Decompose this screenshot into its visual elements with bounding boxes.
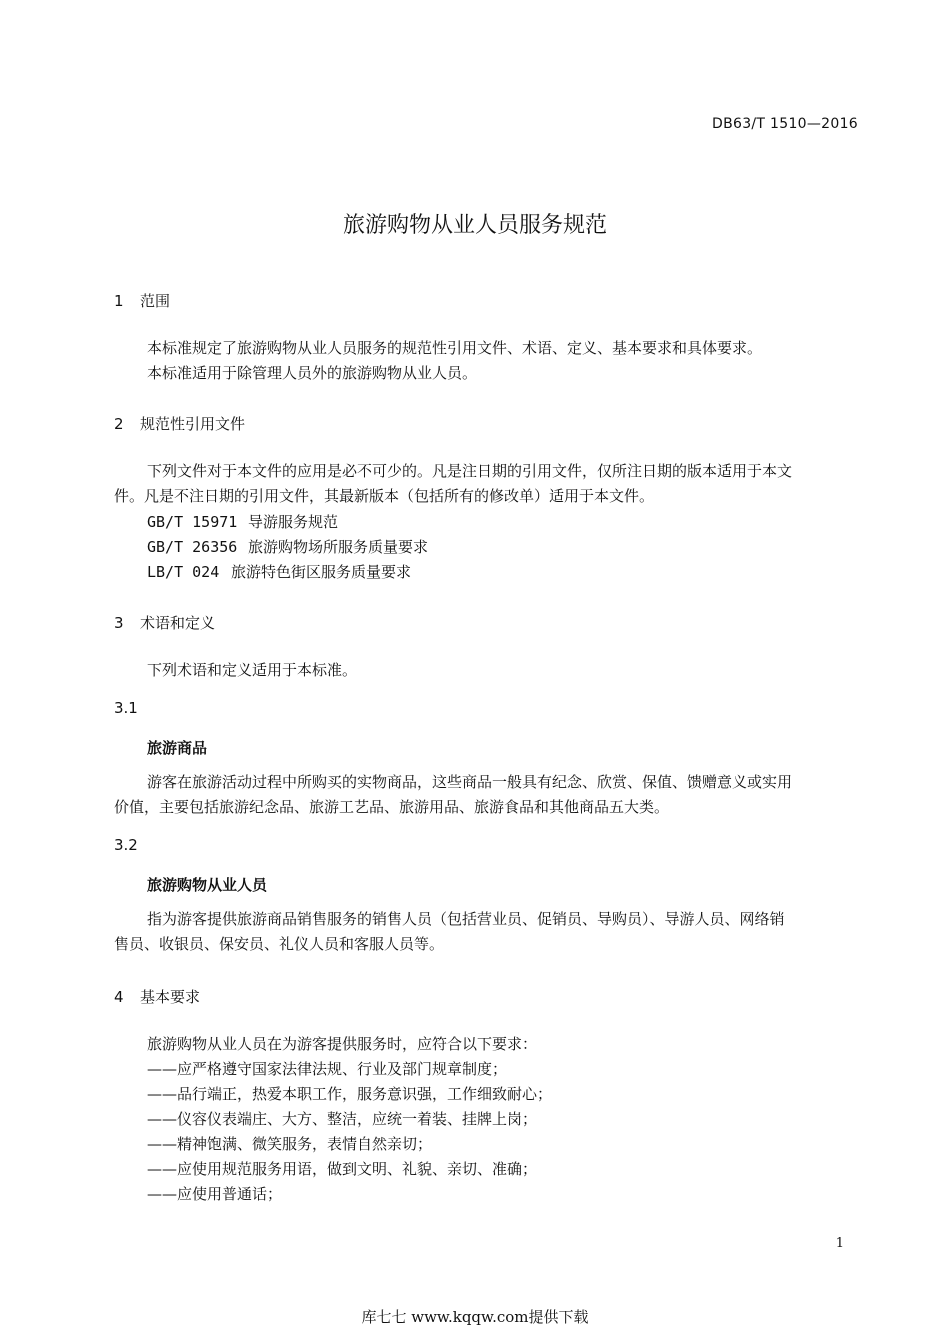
list-item: ——应使用普通话；	[147, 1185, 283, 1203]
section-title: 术语和定义	[140, 614, 216, 632]
document-title: 旅游购物从业人员服务规范	[342, 213, 607, 238]
standard-number: DB63/T 1510—2016	[712, 116, 858, 132]
section-heading-3	[114, 612, 215, 633]
section-number: 2	[114, 415, 124, 433]
paragraph-line: 下列文件对于本文件的应用是必不可少的。凡是注日期的引用文件，仅所注日期的版本适用于本文	[147, 462, 793, 480]
section-heading-1	[114, 290, 170, 311]
paragraph: 旅游购物从业人员在为游客提供服务时，应符合以下要求：	[147, 1035, 538, 1053]
term-definition-line: 指为游客提供旅游商品销售服务的销售人员（包括营业员、促销员、导购员）、导游人员、网络销	[147, 910, 785, 928]
section-title: 规范性引用文件	[140, 415, 246, 433]
section-title: 范围	[140, 292, 171, 310]
section-number: 4	[114, 988, 124, 1006]
term-name: 旅游购物从业人员	[147, 876, 268, 894]
term-number: 3.2	[114, 836, 138, 854]
list-item: ——应严格遵守国家法律法规、行业及部门规章制度；	[147, 1060, 508, 1078]
term-number: 3.1	[114, 699, 138, 717]
term-definition-line: 售员、收银员、保安员、礼仪人员和客服人员等。	[114, 935, 445, 953]
list-item: ——应使用规范服务用语，做到文明、礼貌、亲切、准确；	[147, 1160, 538, 1178]
section-heading-2	[114, 413, 245, 434]
term-definition-line: 游客在旅游活动过程中所购买的实物商品，这些商品一般具有纪念、欣赏、保值、馈赠意义或实用	[147, 773, 793, 791]
section-heading-4	[114, 986, 200, 1007]
page-number: 1	[835, 1236, 844, 1251]
list-item: ——精神饱满、微笑服务，表情自然亲切；	[147, 1135, 433, 1153]
list-item: ——仪容仪表端庄、大方、整洁，应统一着装、挂牌上岗；	[147, 1110, 538, 1128]
list-item: ——品行端正，热爱本职工作，服务意识强，工作细致耐心；	[147, 1085, 553, 1103]
paragraph: 下列术语和定义适用于本标准。	[147, 661, 358, 679]
download-footer: 库七七 www.kqqw.com提供下载	[361, 1308, 589, 1326]
reference-name: 导游服务规范	[248, 513, 339, 531]
section-title: 基本要求	[140, 988, 201, 1006]
term-name: 旅游商品	[147, 739, 208, 757]
reference-name: 旅游特色街区服务质量要求	[231, 563, 412, 581]
paragraph: 本标准适用于除管理人员外的旅游购物从业人员。	[147, 364, 478, 382]
reference-code: GB/T 15971	[147, 513, 238, 531]
paragraph: 本标准规定了旅游购物从业人员服务的规范性引用文件、术语、定义、基本要求和具体要求。	[147, 339, 763, 357]
term-definition-line: 价值，主要包括旅游纪念品、旅游工艺品、旅游用品、旅游食品和其他商品五大类。	[114, 798, 670, 816]
section-number: 1	[114, 292, 124, 310]
reference-item	[147, 560, 411, 586]
paragraph-line: 件。凡是不注日期的引用文件，其最新版本（包括所有的修改单）适用于本文件。	[114, 487, 655, 505]
section-number: 3	[114, 614, 124, 632]
reference-item	[147, 510, 338, 536]
reference-name: 旅游购物场所服务质量要求	[248, 538, 429, 556]
reference-code: GB/T 26356	[147, 538, 238, 556]
reference-item	[147, 535, 428, 561]
reference-code: LB/T 024	[147, 563, 220, 581]
